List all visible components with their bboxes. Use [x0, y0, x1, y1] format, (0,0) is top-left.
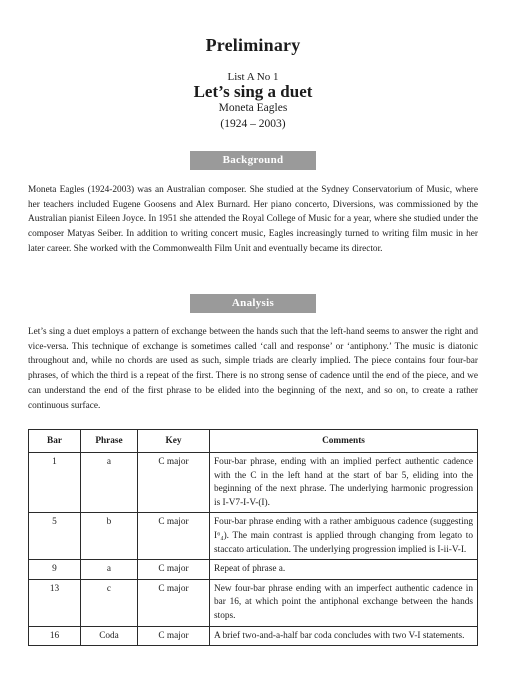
composer-dates: (1924 – 2003) [220, 118, 286, 130]
cell-comments: Four-bar phrase, ending with an implied perfect authentic cadence with the C in the left hand at the start of bar 5, eliding into the beginning of the next phrase. The underlying harmonic progression is I-V7-I-V-(I). [210, 453, 478, 513]
table-row [29, 513, 478, 560]
table-row [29, 626, 478, 646]
table-row [29, 560, 478, 580]
background-heading: Background [190, 151, 316, 170]
cell-phrase: b [81, 513, 138, 560]
background-paragraph: Moneta Eagles (1924-2003) was an Australian composer. She studied at the Sydney Conservatorium of Music, where her teachers included Eugene Goosens and Alex Burnard. Her piano concerto, Diversions, was commissioned by the Australian pianist Eileen Joyce. In 1951 she attended the Royal College of Music for a year, where she studied under the composer Matyas Seiber. In addition to writing concert music, Eagles increasingly turned to writing film music in her later career. She worked with the Commonwealth Film Unit and eventually became its director. [28, 185, 478, 254]
cell-key: C major [138, 453, 210, 513]
cell-bar: 9 [29, 560, 81, 580]
cell-phrase: Coda [81, 626, 138, 646]
cell-key: C major [138, 560, 210, 580]
phrase-table [28, 429, 478, 646]
cell-bar: 13 [29, 579, 81, 626]
piece-title: Let’s sing a duet [193, 82, 313, 101]
header-key: Key [138, 430, 210, 453]
table-row [29, 453, 478, 513]
cell-bar: 1 [29, 453, 81, 513]
cell-comments: New four-bar phrase ending with an imperfect authentic cadence in bar 16, at which point the antiphonal exchange between the hands stops. [210, 579, 478, 626]
header-comments: Comments [210, 430, 478, 453]
cell-phrase: a [81, 560, 138, 580]
header-phrase: Phrase [81, 430, 138, 453]
cell-comments: Repeat of phrase a. [210, 560, 478, 580]
cell-bar: 16 [29, 626, 81, 646]
cell-comments: A brief two-and-a-half bar coda concludes with two V-I statements. [210, 626, 478, 646]
cell-comments: Four-bar phrase ending with a rather ambiguous cadence (suggesting I⁶₄). The main contrast is applied through changing from legato to staccato articulation. The underlying progression implied is I-ii-V-I. [210, 513, 478, 560]
cell-key: C major [138, 513, 210, 560]
list-number: List A No 1 [227, 71, 279, 83]
composer-name: Moneta Eagles [218, 102, 288, 114]
header-bar: Bar [29, 430, 81, 453]
cell-bar: 5 [29, 513, 81, 560]
table-row [29, 579, 478, 626]
cell-phrase: c [81, 579, 138, 626]
analysis-heading: Analysis [190, 294, 316, 313]
table-header-row [29, 430, 478, 453]
cell-phrase: a [81, 453, 138, 513]
analysis-paragraph: Let’s sing a duet employs a pattern of exchange between the hands such that the left-hand seems to answer the right and vice-versa. This technique of exchange is sometimes called ‘call and response’ or ‘antiphony.’ The music is diatonic throughout and, while no chords are used as such, simple triads are clearly implied. The piece contains four four-bar phrases, of which the third is a repeat of the first. There is no strong sense of cadence until the end of the piece, and we can understand the end of the first phrase to be elided into the beginning of the next, and so on, to create a rather continuous surface. [28, 327, 478, 411]
page-title: Preliminary [205, 35, 301, 55]
cell-key: C major [138, 626, 210, 646]
cell-key: C major [138, 579, 210, 626]
